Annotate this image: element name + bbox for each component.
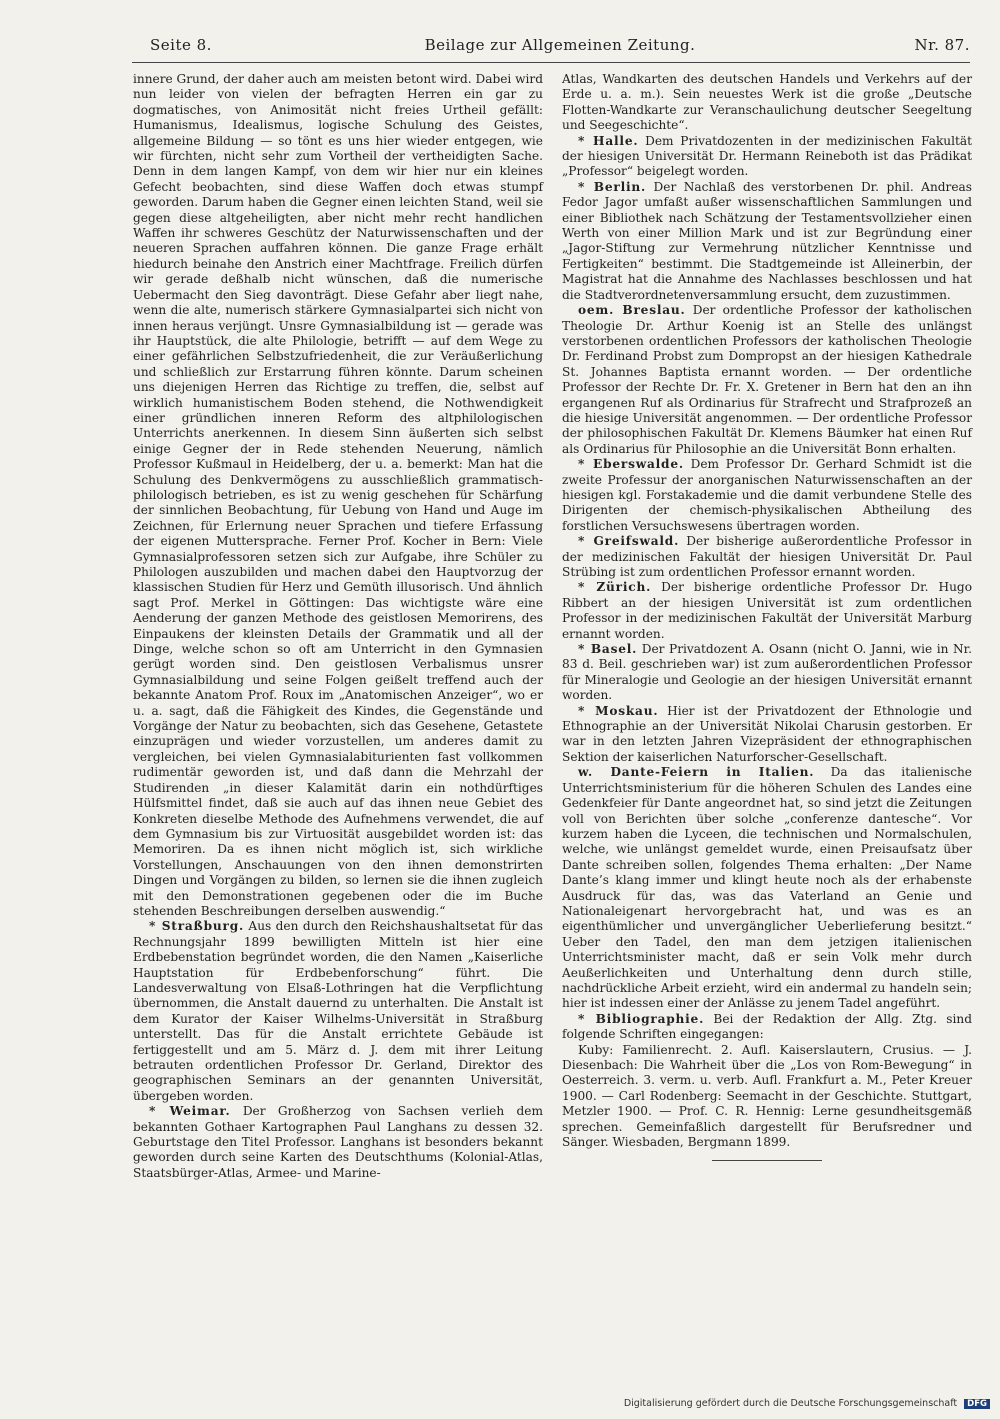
paragraph-text: Hier ist der Privatdozent der Ethnologie und Ethnographie an der Universität Nikolai Charusin gestorben. Er war in den letzten Jahren Vizepräsident der ethnographischen Sektion der kaiserlichen Naturforscher-Gesellschaft.	[562, 703, 973, 764]
dateline: * Berlin.	[578, 179, 647, 194]
article-paragraph	[562, 303, 972, 457]
article-paragraph	[562, 580, 972, 642]
credit-text: Digitalisierung gefördert durch die Deutsche Forschungsgemeinschaft	[623, 1398, 958, 1409]
article-paragraph	[562, 1012, 972, 1043]
paragraph-text: Atlas, Wandkarten des deutschen Handels und Verkehrs auf der Erde u. a. m.). Sein neuestes Werk ist die große „Deutsche Flotten-Wandkarte zur Veranschaulichung deutscher Seegeltung und Seegeschichte“.	[562, 72, 972, 133]
paragraph-text: Der bisherige außerordentliche Professor in der medizinischen Fakultät der hiesigen Universität Dr. Paul Strübing ist zum ordentlichen Professor ernannt worden.	[562, 534, 973, 579]
article-paragraph	[562, 1043, 972, 1151]
paragraph-text: Da das italienische Unterrichtsministerium für die höheren Schulen des Landes eine Gedenkfeier für Dante angeordnet hat, so sind jetzt die Zeitungen voll von Berichten über solche „conferenze dantesche“. Vor kurzem haben die Lyceen, die technischen und Normalschulen, welche, wie unlängst gemeldet wurde, einen Preisaufsatz über Dante schreiben sollen, folgendes Thema erhalten: „Der Name Dante’s klang immer und klingt heute noch als der erhabenste Ausdruck für das, was das Vaterland an Genie und Nationaleigenart hervorgebracht hat, und was es an eigenthümlicher und unvergänglicher Ueberlieferung besitzt.“ Ueber den Tadel, den man dem jetzigen italienischen Unterrichtsminister macht, daß er sein Volk mehr durch Aeußerlichkeiten und Unterhaltung denn durch stille, nachdrückliche Arbeit erzieht, wird ein andermal zu handeln sein; hier ist indessen einer der Anlässe zu jenem Tadel angeführt.	[562, 765, 972, 1011]
left-column	[133, 72, 543, 1181]
dateline: * Greifswald.	[578, 534, 680, 549]
article-paragraph	[562, 704, 972, 766]
dateline: * Eberswalde.	[578, 457, 684, 472]
paragraph-text: Der Nachlaß des verstorbenen Dr. phil. Andreas Fedor Jagor umfaßt außer wissenschaftlichen Sammlungen und einer Bibliothek nach Schätzung der Testamentsvollzieher einen Werth von einer Million Mark und ist zur Begründung einer „Jagor-Stiftung zur Vermehrung nützlicher Kenntnisse und Fertigkeiten“ bestimmt. Die Stadtgemeinde ist Alleinerbin, der Magistrat hat die Annahme des Nachlasses beschlossen und hat die Stadtverordnetenversammlung ersucht, dem zuzustimmen.	[562, 179, 973, 302]
paragraph-text: Dem Professor Dr. Gerhard Schmidt ist die zweite Professur der anorganischen Naturwissenschaften an der hiesigen kgl. Forstakademie und die damit verbundene Stelle des Dirigenten der chemisch-physikalischen Abtheilung des forstlichen Versuchswesens übertragen worden.	[562, 457, 972, 533]
article-paragraph	[562, 642, 972, 704]
article-paragraph	[562, 134, 972, 180]
publication-title: Beilage zur Allgemeinen Zeitung.	[424, 36, 696, 54]
paragraph-text: Der ordentliche Professor der katholischen Theologie Dr. Arthur Koenig ist an Stelle des unlängst verstorbenen ordentlichen Professors der katholischen Theologie Dr. Ferdinand Probst zum Dompropst an der hiesigen Kathedrale St. Johannes Baptista ernannt worden. — Der ordentliche Professor der Rechte Dr. Fr. X. Gretener in Bern hat den an ihn ergangenen Ruf als Ordinarius für Strafrecht und Strafprozeß an die hiesige Universität angenommen. — Der ordentliche Professor der philosophischen Fakultät Dr. Klemens Bäumker hat einen Ruf als Ordinarius für Philosophie an die Universität Bonn erhalten.	[562, 303, 972, 456]
paragraph-text: Der Privatdozent A. Osann (nicht O. Janni, wie in Nr. 83 d. Beil. geschrieben war) ist zum außerordentlichen Professor für Mineralogie und Geologie an der hiesigen Universität ernannt worden.	[562, 642, 972, 703]
digitization-credit	[620, 1398, 990, 1414]
paragraph-text: Bei der Redaktion der Allg. Ztg. sind folgende Schriften eingegangen:	[562, 1011, 972, 1042]
issue-number: Nr. 87.	[914, 36, 970, 54]
page-header	[150, 36, 970, 60]
paragraph-text: Dem Privatdozenten in der medizinischen Fakultät der hiesigen Universität Dr. Hermann Reineboth ist das Prädikat „Professor“ beigelegt worden.	[562, 133, 972, 179]
article-paragraph	[562, 180, 972, 303]
article-paragraph	[562, 765, 972, 1012]
paragraph-text: Aus den durch den Reichshaushaltsetat für das Rechnungsjahr 1899 bewilligten Mitteln ist hier eine Erdbebenstation begründet worden, die den Namen „Kaiserliche Hauptstation für Erdbebenforschung“ führt. Die Landesverwaltung von Elsaß-Lothringen hat die Verpflichtung übernommen, die Anstalt dauernd zu unterhalten. Die Anstalt ist dem Kurator der Kaiser Wilhelms-Universität in Straßburg unterstellt. Das für die Anstalt errichtete Gebäude ist fertiggestellt und am 5. März d. J. dem mit ihrer Leitung betrauten ordentlichen Professor Dr. Gerland, Direktor des geographischen Seminars an der genannten Universität, übergeben worden.	[133, 919, 543, 1103]
page-number: Seite 8.	[150, 36, 212, 54]
paragraph-text: Der bisherige ordentliche Professor Dr. Hugo Ribbert an der hiesigen Universität ist zum ordentlichen Professor in der medizinischen Fakultät der Universität Marburg ernannt worden.	[562, 580, 973, 641]
article-paragraph	[133, 919, 543, 1104]
dateline: * Bibliographie.	[578, 1011, 705, 1026]
article-paragraph	[562, 534, 972, 580]
article-paragraph	[133, 1104, 543, 1181]
paragraph-text: Kuby: Familienrecht. 2. Aufl. Kaiserslautern, Crusius. — J. Diesenbach: Die Wahrheit über die „Los von Rom-Bewegung“ in Oesterreich. 3. verm. u. verb. Aufl. Frankfurt a. M., Peter Kreuer 1900. — Carl Rodenberg: Seemacht in der Geschichte. Stuttgart, Metzler 1900. — Prof. C. R. Hennig: Lerne gesundheitsgemäß sprechen. Gemeinfaßlich dargestellt für Berufsredner und Sänger. Wiesbaden, Bergmann 1899.	[562, 1042, 972, 1150]
dateline: * Straßburg.	[149, 919, 245, 934]
dateline: * Moskau.	[578, 703, 659, 718]
header-rule	[132, 62, 970, 63]
dateline: * Zürich.	[578, 580, 652, 595]
dateline: w. Dante-Feiern in Italien.	[578, 765, 815, 780]
paragraph-text: Der Großherzog von Sachsen verlieh dem bekannten Gothaer Kartographen Paul Langhans zu dessen 32. Geburtstage den Titel Professor. Langhans ist besonders bekannt geworden durch seine Karten des Deutschthums (Kolonial-Atlas, Staatsbürger-Atlas, Armee- und Marine-	[133, 1104, 543, 1180]
right-column	[562, 72, 972, 1161]
dateline: * Weimar.	[149, 1104, 231, 1119]
dateline: oem. Breslau.	[578, 303, 686, 318]
article-paragraph	[562, 457, 972, 534]
dateline: * Basel.	[578, 642, 638, 657]
dateline: * Halle.	[578, 133, 639, 148]
dfg-logo: DFG	[964, 1399, 990, 1409]
end-rule	[712, 1160, 822, 1161]
paragraph-text: innere Grund, der daher auch am meisten betont wird. Dabei wird nun leider von vielen der befragten Herren ein gar zu dogmatisches, von Animosität nicht freies Urtheil gefällt: Humanismus, Idealismus, logische Schulung des Geistes, allgemeine Bildung — so tönt es uns hier wieder entgegen, wie wir fürchten, nicht sehr zum Vortheil der vertheidigten Sache. Denn in dem langen Kampf, von dem wir hier nur ein kleines Gefecht beobachten, sind diese Waffen doch etwas stumpf geworden. Darum haben die Gegner einen leichten Stand, weil sie gegen diese altgeheiligten, aber nicht mehr recht handlichen Waffen ihr schweres Geschütz der Naturwissenschaften und der neueren Sprachen auffahren können. Die ganze Frage erhält hiedurch beinahe den Anstrich einer Machtfrage. Freilich dürfen wir gerade deßhalb nicht wünschen, daß die numerische Uebermacht den Sieg davonträgt. Diese Gefahr aber liegt nahe, wenn die alte, numerisch stärkere Gymnasialpartei sich nicht von innen heraus verjüngt. Unsre Gymnasialbildung ist — gerade was ihr Hauptstück, die alte Philologie, betrifft — auf dem Wege zu einer gefährlichen Selbstzufriedenheit, die zur Veräußerlichung und schließlich zur Erstarrung führen könnte. Darum scheinen uns diejenigen Herren das Richtige zu treffen, die, selbst auf wirklich humanistischem Boden stehend, die Nothwendigkeit einer gründlichen inneren Reform des altphilologischen Unterrichts anerkennen. In diesem Sinn äußerten sich selbst einige Gegner der in Rede stehenden Neuerung, nämlich Professor Kußmaul in Heidelberg, der u. a. bemerkt: Man hat die Schulung des Denkvermögens zu ausschließlich grammatisch-philologisch betrieben, es ist zu wenig geschehen für Schärfung der sinnlichen Beobachtung, für Uebung von Hand und Auge im Zeichnen, für Erlernung neuer Sprachen und tiefere Erfassung der eigenen Muttersprache. Ferner Prof. Kocher in Bern: Viele Gymnasialprofessoren setzen sich zur Aufgabe, ihre Schüler zu Philologen auszubilden und machen dabei den Hauptvorzug der klassischen Studien für Herz und Gemüth illusorisch. Und ähnlich sagt Prof. Merkel in Göttingen: Das wichtigste wäre eine Aenderung der ganzen Methode des geistlosen Memorirens, des Einpaukens der kleinsten Details der Grammatik und all der Dinge, welche schon so oft am Unterricht in den Gymnasien gerügt worden sind. Den geistlosen Verbalismus unsrer Gymnasialbildung und seine Folgen geißelt treffend auch der bekannte Anatom Prof. Roux im „Anatomischen Anzeiger“, wo er u. a. sagt, daß die Fähigkeit des Kindes, die Gegenstände und Vorgänge der Natur zu beobachten, sich das Gesehene, Getastete einzuprägen und wieder vorzustellen, um anderes damit zu vergleichen, bei vielen Gymnasialabiturienten fast vollkommen rudimentär geworden ist, und daß dann die Mehrzahl der Studirenden „in dieser Kalamität darin ein nothdürftiges Hülfsmittel findet, daß sie auch auf das ihnen neue Gebiet des Konkreten dieselbe Methode des Aufnehmens verwendet, die auf dem Gymnasium bis zur Virtuosität ausgebildet worden ist: das Memoriren. Da es ihnen nicht möglich ist, sich wirkliche Vorstellungen, Anschauungen von den ihnen demonstrirten Dingen und Vorgängen zu bilden, so lernen sie die ihnen zugleich mit den Demonstrationen gegebenen oder die im Buche stehenden Beschreibungen derselben auswendig.“	[133, 72, 543, 918]
article-paragraph	[133, 72, 543, 919]
article-paragraph	[562, 72, 972, 134]
